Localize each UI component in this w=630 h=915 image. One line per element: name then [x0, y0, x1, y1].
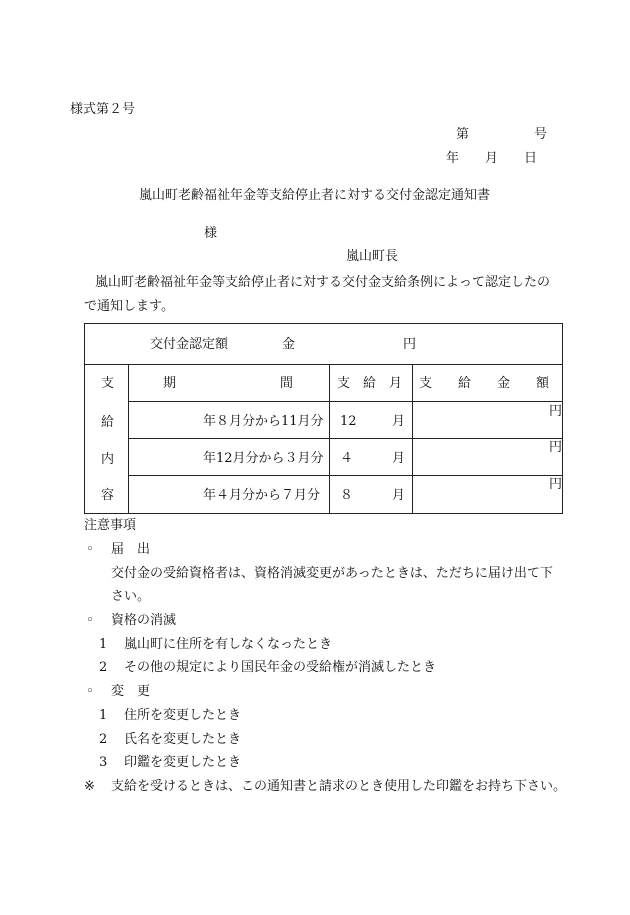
- table-rule: [85, 364, 562, 365]
- note-3-item-text: 印鑑を変更したとき: [124, 755, 242, 770]
- row-period: 年８月分から11月分: [203, 414, 324, 429]
- closing-note: 支給を受けるときは、この通知書と請求のとき使用した印鑑をお持ち下さい。: [111, 779, 567, 794]
- table-rule: [128, 438, 562, 439]
- note-2-item-number: 1: [99, 637, 108, 652]
- amount-label: 交付金認定額: [150, 337, 229, 352]
- table-rule: [128, 401, 562, 402]
- certification-table: [84, 323, 563, 514]
- side-label: 容: [101, 488, 115, 503]
- note-1-title: 届 出: [111, 542, 151, 557]
- bullet-icon: ◦: [86, 613, 94, 628]
- note-2-item-number: 2: [99, 660, 108, 675]
- note-2-item-text: その他の規定により国民年金の受給権が消滅したとき: [124, 660, 437, 675]
- row-months-unit: 月: [392, 488, 406, 503]
- body-text-line-2: で通知します。: [84, 299, 174, 314]
- side-label: 給: [101, 415, 115, 430]
- row-yen: 円: [549, 477, 563, 492]
- side-label: 支: [101, 376, 115, 391]
- addressee-suffix: 様: [204, 226, 218, 241]
- bullet-icon: ◦: [86, 542, 94, 557]
- note-3-item-number: 3: [99, 755, 108, 770]
- side-label: 内: [101, 452, 115, 467]
- form-number: 様式第２号: [70, 102, 136, 117]
- issuer-name: 嵐山町長: [346, 249, 399, 264]
- bullet-icon: ◦: [86, 684, 94, 699]
- row-period: 年４月分から７月分: [203, 488, 321, 503]
- note-3-item-number: 2: [99, 732, 108, 747]
- row-period: 年12月分から３月分: [203, 451, 324, 466]
- row-months: ８: [340, 488, 354, 503]
- column-header-months: 支 給 月: [337, 376, 403, 391]
- kome-icon: ※: [84, 779, 95, 794]
- note-1-body-line-1: 交付金の受給資格者は、資格消滅変更があったときは、ただちに届け出て下: [111, 566, 553, 581]
- amount-prefix: 金: [282, 337, 296, 352]
- column-header-period: 期 間: [163, 376, 294, 391]
- row-yen: 円: [549, 440, 563, 455]
- note-3-title: 変 更: [111, 684, 151, 699]
- row-months-unit: 月: [392, 414, 406, 429]
- body-text-line-1: 嵐山町老齢福祉年金等支給停止者に対する交付金支給条例によって認定したの: [95, 275, 551, 290]
- row-yen: 円: [549, 404, 563, 419]
- row-months: 12: [340, 414, 357, 429]
- amount-suffix: 円: [403, 337, 417, 352]
- notes-heading: 注意事項: [84, 518, 137, 533]
- row-months: ４: [340, 451, 354, 466]
- note-3-item-text: 氏名を変更したとき: [124, 732, 242, 747]
- issue-date: 年 月 日: [446, 151, 538, 166]
- note-1-body-line-2: さい。: [111, 589, 151, 604]
- document-title: 嵐山町老齢福祉年金等支給停止者に対する交付金認定通知書: [139, 188, 491, 203]
- table-rule: [128, 475, 562, 476]
- note-3-item-number: 1: [99, 708, 108, 723]
- column-header-amount: 支 給 金 額: [419, 376, 550, 391]
- issue-number: 第 号: [456, 127, 548, 142]
- note-2-title: 資格の消滅: [111, 613, 177, 628]
- row-months-unit: 月: [392, 451, 406, 466]
- note-3-item-text: 住所を変更したとき: [124, 708, 242, 723]
- note-2-item-text: 嵐山町に住所を有しなくなったとき: [124, 637, 333, 652]
